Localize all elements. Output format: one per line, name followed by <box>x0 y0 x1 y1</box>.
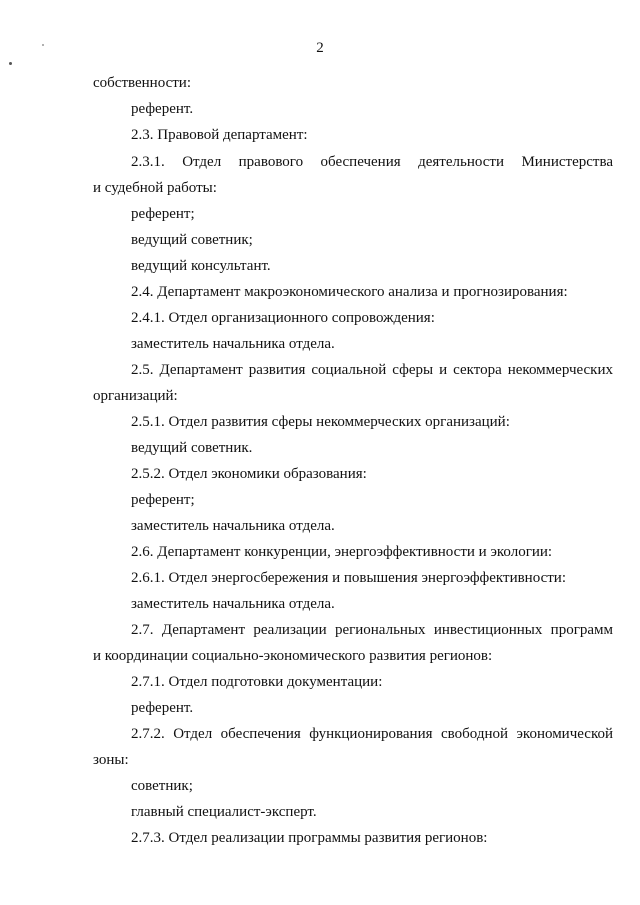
text-line: 2.5.1. Отдел развития сферы некоммерческих организаций: <box>131 414 510 430</box>
text-line: заместитель начальника отдела. <box>131 596 335 612</box>
text-line: собственности: <box>93 75 191 91</box>
text-line: 2.7.1. Отдел подготовки документации: <box>131 674 383 690</box>
page-number: 2 <box>316 40 324 56</box>
text-line: 2.4.1. Отдел организационного сопровождения: <box>131 310 435 326</box>
text-line: референт. <box>131 101 194 117</box>
text-line: организаций: <box>93 388 178 404</box>
text-line: советник; <box>131 778 193 794</box>
text-line: 2.7. Департамент реализации региональных инвестиционных программ <box>131 622 613 638</box>
text-line: зоны: <box>93 752 129 768</box>
text-line: ведущий советник. <box>131 440 253 456</box>
text-line: 2.5. Департамент развития социальной сферы и сектора некоммерческих <box>131 362 613 378</box>
text-line: 2.6.1. Отдел энергосбережения и повышения энергоэффективности: <box>131 570 566 586</box>
scan-speck <box>9 62 12 65</box>
text-line: 2.5.2. Отдел экономики образования: <box>131 466 367 482</box>
text-line: и координации социально-экономического развития регионов: <box>93 648 493 664</box>
text-line: заместитель начальника отдела. <box>131 518 335 534</box>
text-line: референт; <box>131 492 195 508</box>
text-line: референт. <box>131 700 194 716</box>
text-line: 2.6. Департамент конкуренции, энергоэффективности и экологии: <box>131 544 553 560</box>
text-line: заместитель начальника отдела. <box>131 336 335 352</box>
text-line: 2.3. Правовой департамент: <box>131 127 308 143</box>
text-line: и судебной работы: <box>93 180 217 196</box>
text-line: ведущий консультант. <box>131 258 271 274</box>
text-line: 2.3.1. Отдел правового обеспечения деятельности Министерства <box>131 154 613 170</box>
text-line: референт; <box>131 206 195 222</box>
text-line: ведущий советник; <box>131 232 253 248</box>
text-line: 2.7.2. Отдел обеспечения функционирования свободной экономической <box>131 726 613 742</box>
text-line: 2.4. Департамент макроэкономического анализа и прогнозирования: <box>131 284 568 300</box>
text-line: 2.7.3. Отдел реализации программы развития регионов: <box>131 830 488 846</box>
text-line: главный специалист-эксперт. <box>131 804 317 820</box>
